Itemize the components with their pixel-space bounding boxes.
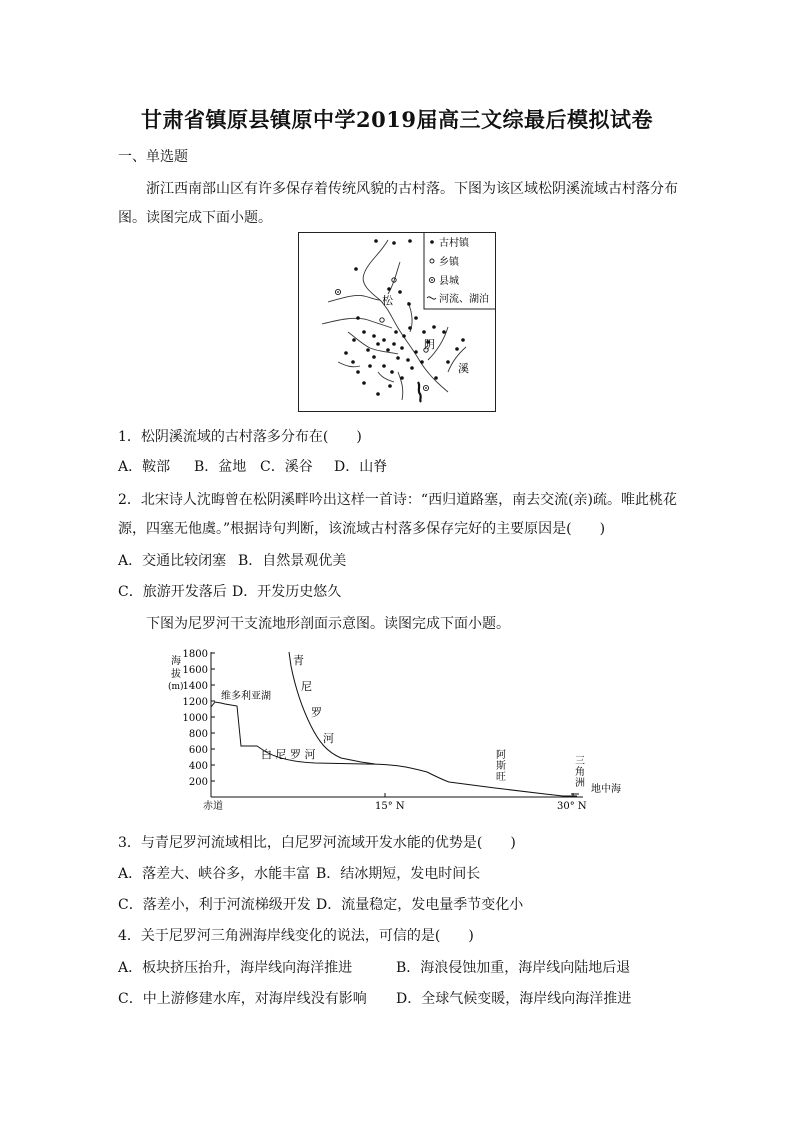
y-tick: 1600 [182,665,208,676]
y-tick: 600 [188,745,208,756]
q3-option-c[interactable]: C．落差小，利于河流梯级开发 [118,897,311,913]
label-blue-4: 河 [323,732,334,745]
intro1-line1: 浙江西南部山区有许多保存着传统风貌的古村落。下图为该区域松阴溪流域古村落分布 [146,181,678,197]
q3-option-a[interactable]: A．落差大、峡谷多，水能丰富 [118,866,311,882]
q4-option-a[interactable]: A．板块挤压抬升，海岸线向海洋推进 [118,960,353,976]
label-aswan-3: 旺 [496,772,506,783]
y-tick: 200 [188,777,208,788]
y-tick: 1200 [182,697,208,708]
intro1-line2: 图。读图完成下面小题。 [118,210,272,226]
label-aswan-2: 斯 [496,761,506,772]
q4-option-b[interactable]: B．海浪侵蚀加重，海岸线向陆地后退 [396,960,631,976]
legend-item: 河流、湖泊 [439,294,489,305]
y-tick: 1400 [182,681,208,692]
q2-option-a[interactable]: A．交通比较闭塞 [118,553,227,569]
x-tick-15n: 15° N [375,801,405,812]
label-blue-1: 青 [293,654,304,667]
label-white-nile: 白 尼 罗 河 [261,748,316,761]
q2-stem-line2: 源，四塞无他虞。”根据诗句判断，该流域古村落多保存完好的主要原因是( ) [118,521,606,537]
label-victoria: 维多利亚湖 [221,691,271,702]
label-blue-3: 罗 [311,706,322,719]
ylabel-1: 海 [171,656,181,667]
x-tick-equator: 赤道 [203,801,223,812]
page-title: 甘肃省镇原县镇原中学2019届高三文综最后模拟试卷 [141,107,653,132]
y-tick: 1000 [182,713,208,724]
q4-stem: 4．关于尼罗河三角洲海岸线变化的说法，可信的是( ) [118,928,474,944]
map-label-yin: 阴 [424,338,435,351]
map-label-xi: 溪 [458,362,469,375]
nile-profile-chart [165,646,627,812]
legend-item: 古村镇 [439,238,469,249]
q1-option-a[interactable]: A．鞍部 [118,459,171,475]
q1-option-d[interactable]: D．山脊 [334,459,388,475]
q2-option-b[interactable]: B．自然景观优美 [238,553,347,569]
q1-option-b[interactable]: B．盆地 [194,459,247,475]
intro2: 下图为尼罗河干支流地形剖面示意图。读图完成下面小题。 [146,616,510,632]
ylabel-2: 拔 [171,669,181,680]
legend-dot-icon [430,240,434,244]
label-mediterranean: 地中海 [591,784,621,795]
q2-option-c[interactable]: C．旅游开发落后 [118,584,227,600]
ylabel-3: (m) [168,682,184,692]
q2-option-d[interactable]: D．开发历史悠久 [232,584,342,600]
y-tick: 400 [188,761,208,772]
label-delta-1: 三 [575,756,585,767]
q4-option-d[interactable]: D．全球气候变暖，海岸线向海洋推进 [396,991,632,1007]
q3-stem: 3．与青尼罗河流域相比，白尼罗河流域开发水能的优势是( ) [118,835,516,851]
x-tick-30n: 30° N [557,801,587,812]
q3-option-d[interactable]: D．流量稳定，发电量季节变化小 [316,897,524,913]
label-delta-2: 角 [575,767,585,778]
q4-option-c[interactable]: C．中上游修建水库，对海岸线没有影响 [118,991,367,1007]
q1-option-c[interactable]: C．溪谷 [260,459,313,475]
y-tick: 800 [188,729,208,740]
q1-stem: 1．松阴溪流域的古村落多分布在( ) [118,429,362,445]
y-tick: 1800 [182,649,208,660]
label-aswan-1: 阿 [496,750,506,761]
label-delta-3: 洲 [575,778,585,789]
q3-option-b[interactable]: B．结冰期短，发电时间长 [316,866,481,882]
section-heading: 一、单选题 [118,149,188,165]
songyin-map [298,232,496,412]
legend-item: 乡镇 [439,257,459,268]
label-blue-2: 尼 [301,680,312,693]
map-label-song: 松 [382,294,393,307]
q2-stem-line1: 2．北宋诗人沈晦曾在松阴溪畔吟出这样一首诗：“西归道路塞，南去交流(亲)疏。唯此桃花 [118,492,677,508]
legend-item: 县城 [439,276,459,287]
